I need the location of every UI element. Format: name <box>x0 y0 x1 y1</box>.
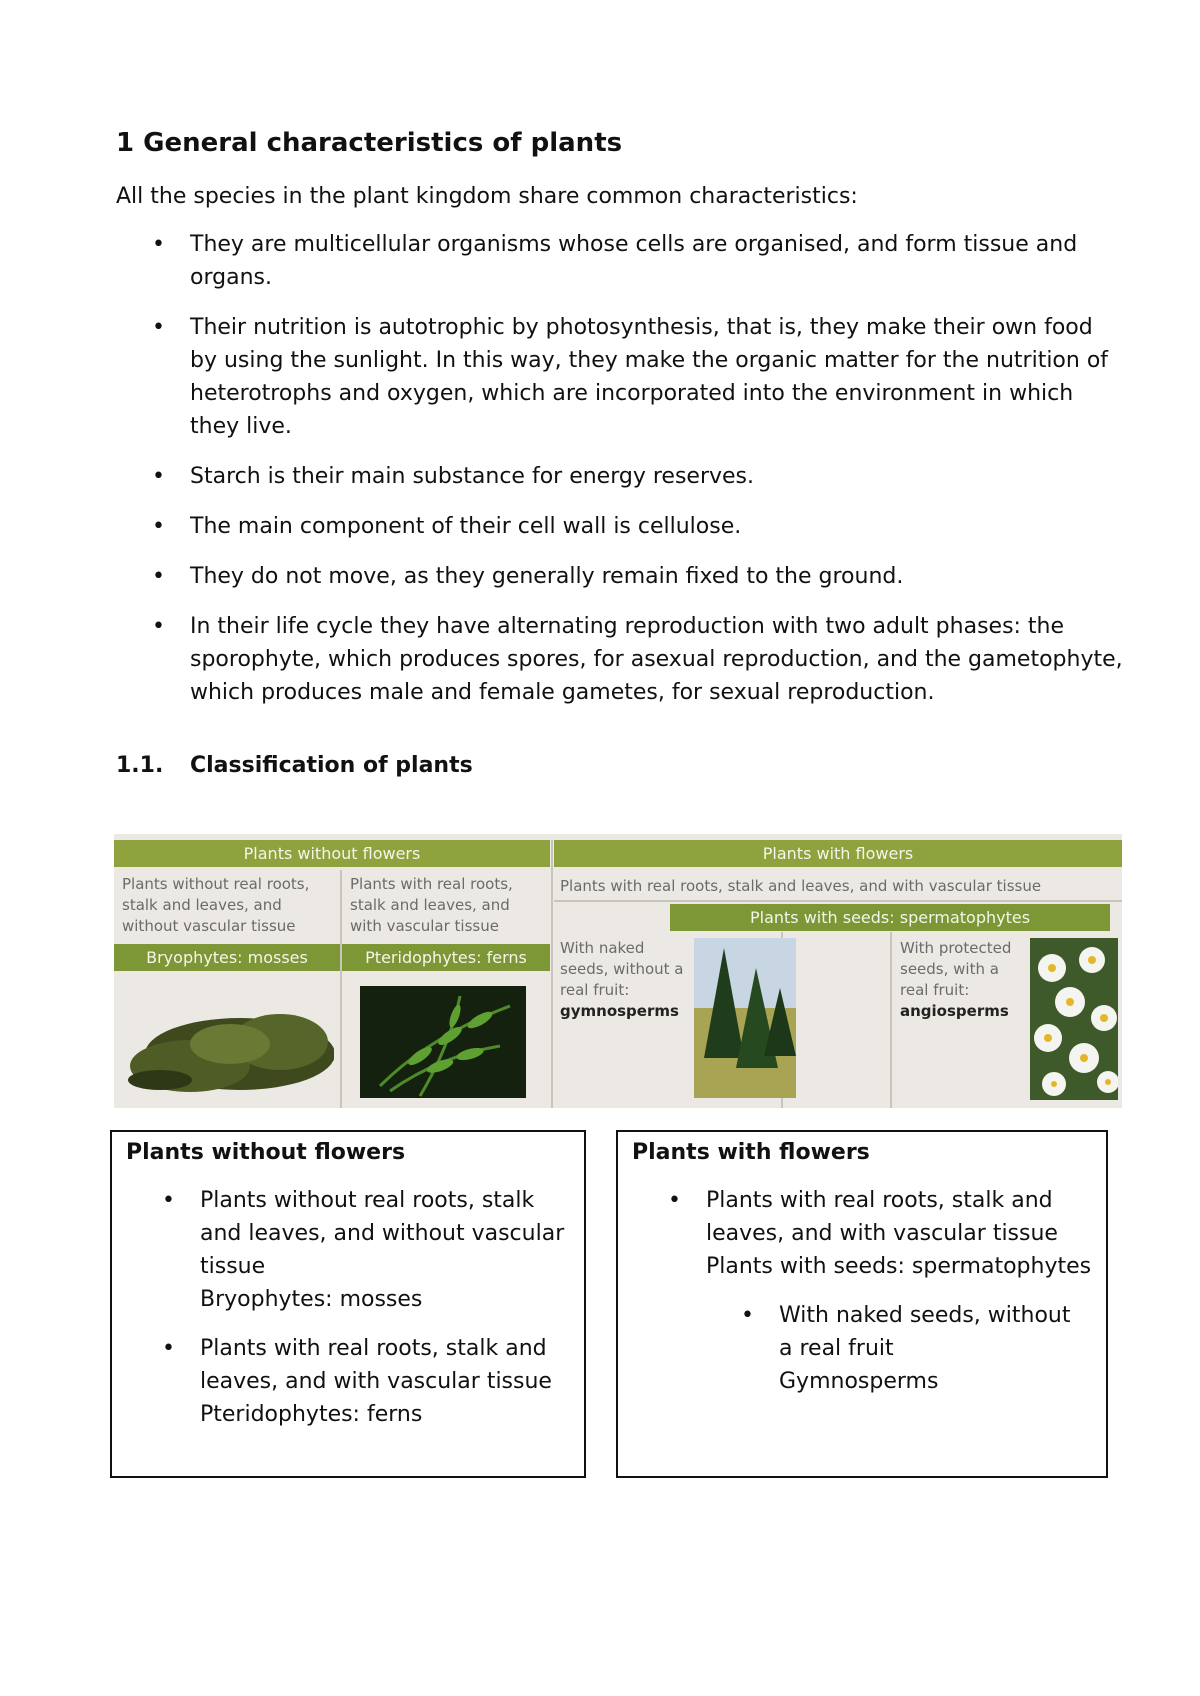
sub-list-item <box>779 1299 1079 1398</box>
list-item <box>200 1184 580 1316</box>
figure-gymno-label: gymnosperms <box>560 1002 679 1020</box>
list-item <box>200 1332 580 1431</box>
list-item-text: • With naked seeds, without a real fruit <box>779 1303 1071 1361</box>
list-item-group: Gymnosperms <box>779 1369 939 1394</box>
figure-seeds-header: Plants with seeds: spermatophytes <box>670 904 1110 931</box>
figure-angio-text <box>900 938 1026 1022</box>
figure-gymno-text <box>560 938 684 1022</box>
figure-header-with-flowers: Plants with flowers <box>554 840 1122 867</box>
list-item: • Starch is their main substance for energy reserves. <box>116 460 1126 493</box>
moss-image <box>120 984 334 1100</box>
classification-figure <box>114 834 1122 1108</box>
box-heading: Plants with flowers <box>632 1140 870 1165</box>
section-title: 1 General characteristics of plants <box>116 128 623 158</box>
list-item: • In their life cycle they have alternating reproduction with two adult phases: the sporophyte, which produces spores, for asexual reproduction, and the gametophyte, which produces male and female gametes, for sexual reproduction. <box>116 610 1126 709</box>
list-item: • Their nutrition is autotrophic by photosynthesis, that is, they make their own food by using the sunlight. In this way, they make the organic matter for the nutrition of heterotrophs and oxygen, which are incorporated into the environment in which they live. <box>116 311 1126 443</box>
figure-angio-desc: With protected seeds, with a real fruit: <box>900 939 1012 999</box>
box-plants-without-flowers <box>110 1130 586 1478</box>
list-item-text: • Plants with real roots, stalk and leaves, and with vascular tissue <box>200 1336 552 1394</box>
list-item-group: Pteridophytes: ferns <box>200 1402 423 1427</box>
fern-image <box>360 986 526 1098</box>
figure-col3-text: Plants with real roots, stalk and leaves, and with vascular tissue <box>560 877 1042 895</box>
list-item <box>706 1184 1102 1283</box>
subsection-title: Classification of plants <box>190 753 473 778</box>
box-list <box>706 1184 1102 1398</box>
intro-text: All the species in the plant kingdom share common characteristics: <box>116 184 858 209</box>
figure-gymno-desc: With naked seeds, without a real fruit: <box>560 939 684 999</box>
list-item: • The main component of their cell wall is cellulose. <box>116 510 1126 543</box>
figure-header-without-flowers: Plants without flowers <box>114 840 550 867</box>
list-item-group: Bryophytes: mosses <box>200 1287 423 1312</box>
list-item: • They do not move, as they generally remain fixed to the ground. <box>116 560 1126 593</box>
box-plants-with-flowers <box>616 1130 1108 1478</box>
subsection-number: 1.1. <box>116 753 164 778</box>
subsection-heading <box>116 753 473 778</box>
box-heading: Plants without flowers <box>126 1140 406 1165</box>
list-item-text: • Plants without real roots, stalk and leaves, and without vascular tissue <box>200 1188 565 1279</box>
figure-angio-label: angiosperms <box>900 1002 1009 1020</box>
box-list <box>200 1184 580 1431</box>
list-item-text: • Plants with real roots, stalk and leaves, and with vascular tissue <box>706 1188 1058 1246</box>
list-item-group: Plants with seeds: spermatophytes <box>706 1254 1092 1279</box>
figure-col1-text: Plants without real roots, stalk and leaves, and without vascular tissue <box>122 875 310 935</box>
figure-label-ferns: Pteridophytes: ferns <box>342 944 550 971</box>
figure-col2-text: Plants with real roots, stalk and leaves, and with vascular tissue <box>350 875 513 935</box>
trees-image <box>694 938 796 1098</box>
figure-label-mosses: Bryophytes: mosses <box>114 944 340 971</box>
daisies-image <box>1030 938 1118 1100</box>
list-item: • They are multicellular organisms whose cells are organised, and form tissue and organs. <box>116 228 1126 294</box>
characteristics-list <box>116 228 1126 726</box>
